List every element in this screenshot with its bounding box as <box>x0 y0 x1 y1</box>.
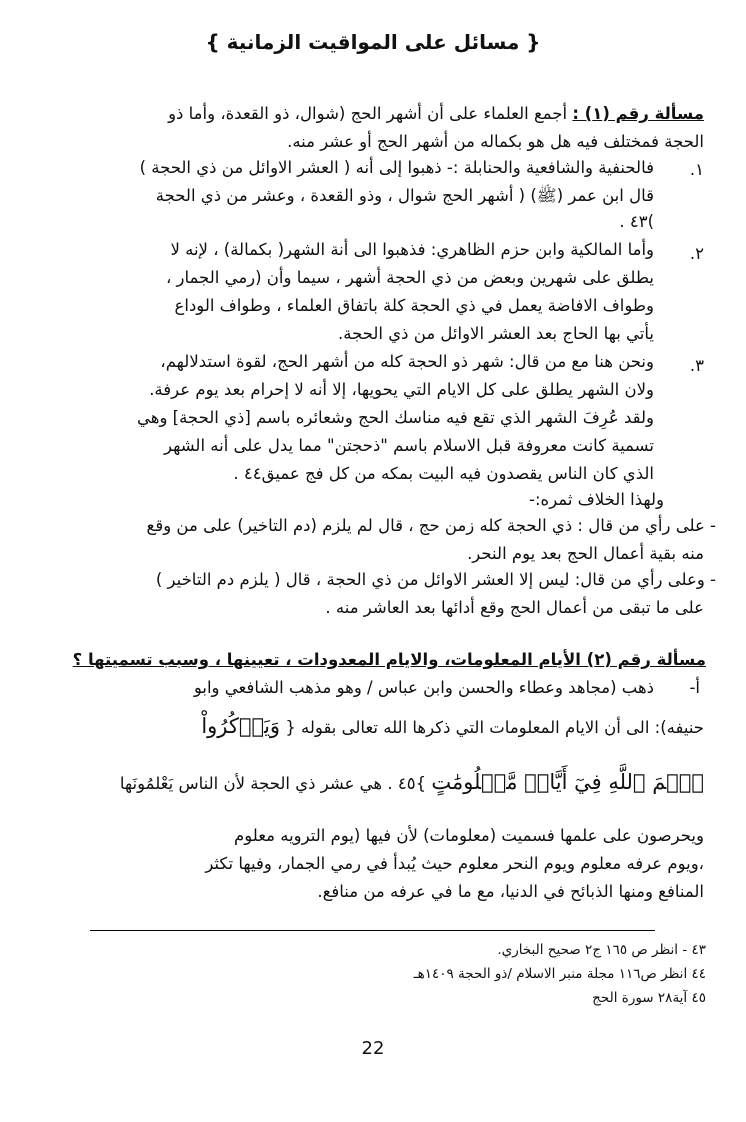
page-title: { مسائل على المواقيت الزمانية } <box>205 30 541 54</box>
fruit-line: ولهذا الخلاف ثمره:- <box>529 490 664 509</box>
item1-line3: )٤٣ . <box>619 212 654 231</box>
item2-line4: يأتي بها الحاج بعد العشر الاوائل من ذي الحجة. <box>338 324 654 343</box>
item3-line4: تسمية كانت معروفة قبل الاسلام باسم "ذحجتن" مما يدل على أنه الشهر <box>163 436 654 455</box>
quran-verse-part2: ٱسۡمَ ٱللَّهِ فِيٓ أَيَّامٖ مَّعۡلُومَٰتٍ <box>431 770 704 794</box>
footnote-divider <box>90 930 655 931</box>
item-a-line3: ٱسۡمَ ٱللَّهِ فِيٓ أَيَّامٖ مَّعۡلُومَٰتٍ }٤٥ . هي عشر ذي الحجة لأن الناس يَعْلمُونَها <box>119 770 704 794</box>
bullet1-line1: - على رأي من قال : ذي الحجة كله زمن حج ، قال لم يلزم (دم التاخير) على من وقع <box>146 516 716 535</box>
item-a-line5: ،ويوم عرفه معلوم ويوم النحر معلوم حيث يُبدأ في رمي الجمار، وفيها تكثر <box>205 854 704 873</box>
item2-line1: وأما المالكية وابن حزم الظاهري: فذهبوا الى أنة الشهر( بكمالة) ، لإنه لا <box>170 240 654 259</box>
quran-verse-part1: وَيَذۡكُرُواْ <box>201 714 281 738</box>
item3-line2: ولان الشهر يطلق على كل الايام التي يحويها، إلا أنه لا إحرام بعد يوم عرفة. <box>149 380 654 399</box>
item-a-label: أ- <box>689 678 700 697</box>
issue2-heading: مسألة رقم (٢) الأيام المعلومات، والايام المعدودات ، تعيينها ، وسبب تسميتها ؟ <box>72 650 706 669</box>
issue1-line1: مسألة رقم (١) : أجمع العلماء على أن أشهر الحج (شوال، ذو القعدة، وأما ذو <box>168 104 704 123</box>
item-a-line2: حنيفه): الى أن الايام المعلومات التي ذكرها الله تعالى بقوله { وَيَذۡكُرُواْ <box>201 714 704 738</box>
footnote: ٤٤ انظر ص١١٦ مجلة منبر الاسلام /ذو الحجة ١٤٠٩هـ <box>413 966 706 982</box>
item-a-line4: ويحرصون على علمها فسميت (معلومات) لأن فيها (يوم الترويه معلوم <box>234 826 704 845</box>
footnote: ٤٥ آية٢٨ سورة الحج <box>592 990 706 1006</box>
item-number: ٢. <box>689 244 704 263</box>
issue1-line2: الحجة فمختلف فيه هل هو بكماله من أشهر الحج أو عشر منه. <box>287 132 704 151</box>
bullet2-line1: - وعلى رأي من قال: ليس إلا العشر الاوائل من ذي الحجة ، قال ( يلزم دم التاخير ) <box>155 570 716 589</box>
item-a-line6: المنافع ومنها الذبائح في الدنيا، مع ما في عرفه من منافع. <box>317 882 704 901</box>
item3-line5: الذي كان الناس يقصدون فيه البيت بمكه من كل فج عميق٤٤ . <box>233 464 654 483</box>
footnote: ٤٣ - انظر ص ١٦٥ ج٢ صحيح البخاري. <box>497 942 706 958</box>
issue1-label: مسألة رقم (١) : <box>572 104 704 123</box>
item1-line2: قال ابن عمر (ﷺ) ( أشهر الحج شوال ، وذو القعدة ، وعشر من ذي الحجة <box>155 186 654 205</box>
item3-line1: ونحن هنا مع من قال: شهر ذو الحجة كله من أشهر الحج، لقوة استدلالهم، <box>160 352 654 371</box>
bullet2-line2: على ما تبقى من أعمال الحج وقع أدائها بعد العاشر منه . <box>325 598 704 617</box>
item-number: ٣. <box>689 356 704 375</box>
item2-line2: يطلق على شهرين وبعض من ذي الحجة أشهر ، سيما وأن (رمي الجمار ، <box>165 268 654 287</box>
item3-line3: ولقد عُرِفَ الشهر الذي تقع فيه مناسك الحج وشعائره باسم [ذي الحجة] وهي <box>136 408 654 427</box>
page-number: 22 <box>361 1038 385 1059</box>
item2-line3: وطواف الافاضة يعمل في ذي الحجة كلة باتفاق العلماء ، وطواف الوداع <box>174 296 654 315</box>
item1-line1: فالحنفية والشافعية والحنابلة :- ذهبوا إلى أنه ( العشر الاوائل من ذي الحجة ) <box>139 158 654 177</box>
bullet1-line2: منه بقية أعمال الحج بعد يوم النحر. <box>467 544 704 563</box>
item-a-line1: ذهب (مجاهد وعطاء والحسن وابن عباس / وهو مذهب الشافعي وابو <box>193 678 654 697</box>
item-number: ١. <box>689 160 704 179</box>
